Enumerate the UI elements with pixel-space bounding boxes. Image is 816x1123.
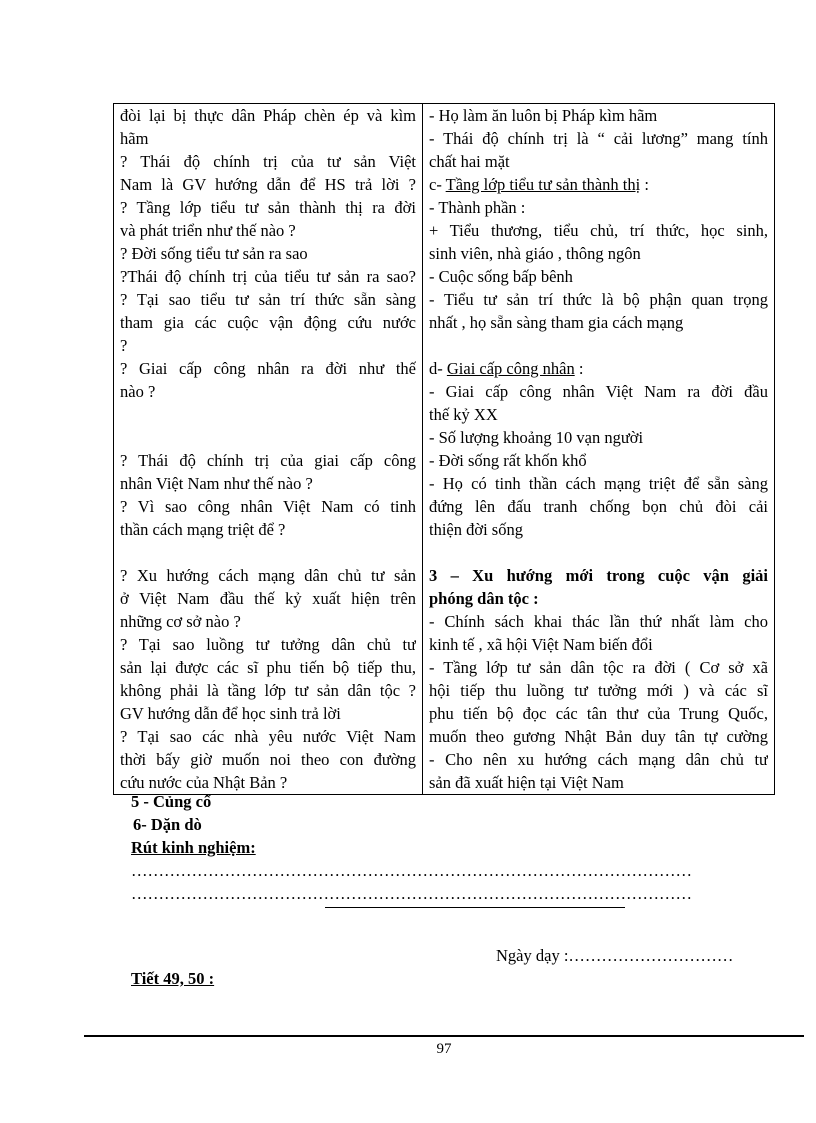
question-line: ? Tại sao các nhà yêu nước Việt Nam: [120, 727, 416, 746]
answer-line: - Chính sách khai thác lần thứ nhất làm cho: [429, 612, 768, 631]
question-line: những cơ sở nào ?: [120, 612, 241, 631]
answer-line: - Đời sống rất khốn khổ: [429, 451, 587, 470]
question-line: hãm: [120, 129, 149, 148]
answer-line: - Giai cấp công nhân Việt Nam ra đời đầu: [429, 382, 768, 401]
section-prefix: d-: [429, 359, 447, 378]
section-heading: 3 – Xu hướng mới trong cuộc vận giải: [429, 566, 768, 585]
question-line: GV hướng dẫn để học sinh trả lời: [120, 704, 341, 723]
answer-line: thế kỷ XX: [429, 405, 498, 424]
answer-line: chất hai mặt: [429, 152, 510, 171]
section-suffix: :: [574, 359, 584, 378]
section-heading: [429, 173, 768, 196]
notes-dotted-line: …………………………………………………………………………………………: [131, 861, 692, 880]
blank-line: [120, 541, 416, 564]
answer-line: - Số lượng khoảng 10 vạn người: [429, 428, 644, 447]
question-line: ?Thái độ chính trị của tiểu tư sản ra sao?: [120, 267, 416, 286]
answer-line: kinh tế , xã hội Việt Nam biến đổi: [429, 635, 653, 654]
question-line: ? Tại sao luồng tư tưởng dân chủ tư: [120, 635, 416, 654]
question-line: ? Thái độ chính trị của giai cấp công: [120, 451, 416, 470]
answer-line: - Họ có tinh thần cách mạng triệt để sẵn sàng: [429, 474, 768, 493]
section-heading: phóng dân tộc :: [429, 589, 539, 608]
answer-line: - Tiểu tư sản trí thức là bộ phận quan trọng: [429, 290, 768, 309]
answer-line: sinh viên, nhà giáo , thông ngôn: [429, 244, 641, 263]
answer-line: hội tiếp thu luồng tư tưởng mới ) và các sĩ: [429, 681, 768, 700]
question-line: Nam là GV hướng dẫn để HS trả lời ?: [120, 175, 416, 194]
section-heading: [429, 357, 768, 380]
answer-line: - Thái độ chính trị là “ cải lương” mang tính: [429, 129, 768, 148]
question-line: ở Việt Nam đầu thế kỷ xuất hiện trên: [120, 589, 416, 608]
answer-column: [423, 104, 775, 795]
homework-heading: 6- Dặn dò: [133, 815, 202, 834]
lesson-table: [113, 103, 775, 795]
answer-line: sản đã xuất hiện tại Việt Nam: [429, 773, 624, 792]
answer-line: - Tầng lớp tư sản dân tộc ra đời ( Cơ sở xã: [429, 658, 768, 677]
question-line: tham gia các cuộc vận động cứu nước: [120, 313, 416, 332]
answer-line: phu tiến bộ đọc các tân thư của Trung Quốc,: [429, 704, 768, 723]
question-line: sản lại được các sĩ phu tiến bộ tiếp thu,: [120, 658, 416, 677]
section-divider: [325, 907, 625, 908]
notes-dotted-line: …………………………………………………………………………………………: [131, 884, 692, 903]
section-title: Giai cấp công nhân: [446, 359, 575, 378]
question-line: thời bấy giờ muốn noi theo con đường: [120, 750, 416, 769]
blank-line: [120, 426, 416, 449]
answer-line: - Cuộc sống bấp bênh: [429, 267, 573, 286]
question-line: ? Đời sống tiểu tư sản ra sao: [120, 244, 308, 263]
question-line: ? Tại sao tiểu tư sản trí thức sẵn sàng: [120, 290, 416, 309]
question-column: [114, 104, 423, 795]
question-line: ? Thái độ chính trị của tư sản Việt: [120, 152, 416, 171]
answer-line: + Tiểu thương, tiểu chủ, trí thức, học sinh,: [429, 221, 768, 240]
answer-line: - Thành phần :: [429, 198, 526, 217]
question-line: thần cách mạng triệt để ?: [120, 520, 286, 539]
answer-line: muốn theo gương Nhật Bản duy tân tự cường: [429, 727, 768, 746]
question-line: không phải là tầng lớp tư sản dân tộc ?: [120, 681, 416, 700]
section-suffix: :: [640, 175, 649, 194]
answer-line: - Họ làm ăn luôn bị Pháp kìm hãm: [429, 106, 658, 125]
question-line: nhân Việt Nam như thế nào ?: [120, 474, 313, 493]
teaching-date: Ngày dạy :…………………………: [496, 946, 734, 965]
question-line: ? Vì sao công nhân Việt Nam có tinh: [120, 497, 416, 516]
consolidate-heading: 5 - Củng cố: [131, 792, 212, 811]
blank-line: [120, 403, 416, 426]
blank-line: [429, 334, 768, 357]
section-title: Tầng lớp tiểu tư sản thành thị: [445, 175, 641, 194]
blank-line: [429, 541, 768, 564]
page-number: 97: [436, 1041, 452, 1057]
question-line: đòi lại bị thực dân Pháp chèn ép và kìm: [120, 106, 416, 125]
lesson-heading: Tiết 49, 50 :: [131, 969, 215, 988]
answer-line: thiện đời sống: [429, 520, 523, 539]
answer-line: - Cho nên xu hướng cách mạng dân chủ tư: [429, 750, 768, 769]
question-line: và phát triển như thế nào ?: [120, 221, 296, 240]
question-line: ? Giai cấp công nhân ra đời như thế: [120, 359, 416, 378]
answer-line: nhất , họ sẵn sàng tham gia cách mạng: [429, 313, 684, 332]
question-line: ?: [120, 336, 128, 355]
answer-line: đứng lên đấu tranh chống bọn chủ đòi cải: [429, 497, 768, 516]
footer-block: [131, 790, 256, 859]
question-line: ? Xu hướng cách mạng dân chủ tư sản: [120, 566, 416, 585]
experience-heading: Rút kinh nghiệm:: [131, 838, 256, 857]
question-line: ? Tầng lớp tiểu tư sản thành thị ra đời: [120, 198, 416, 217]
question-line: nào ?: [120, 382, 156, 401]
section-prefix: c-: [429, 175, 446, 194]
question-line: cứu nước của Nhật Bản ?: [120, 773, 288, 792]
footer-rule: [84, 1035, 804, 1037]
